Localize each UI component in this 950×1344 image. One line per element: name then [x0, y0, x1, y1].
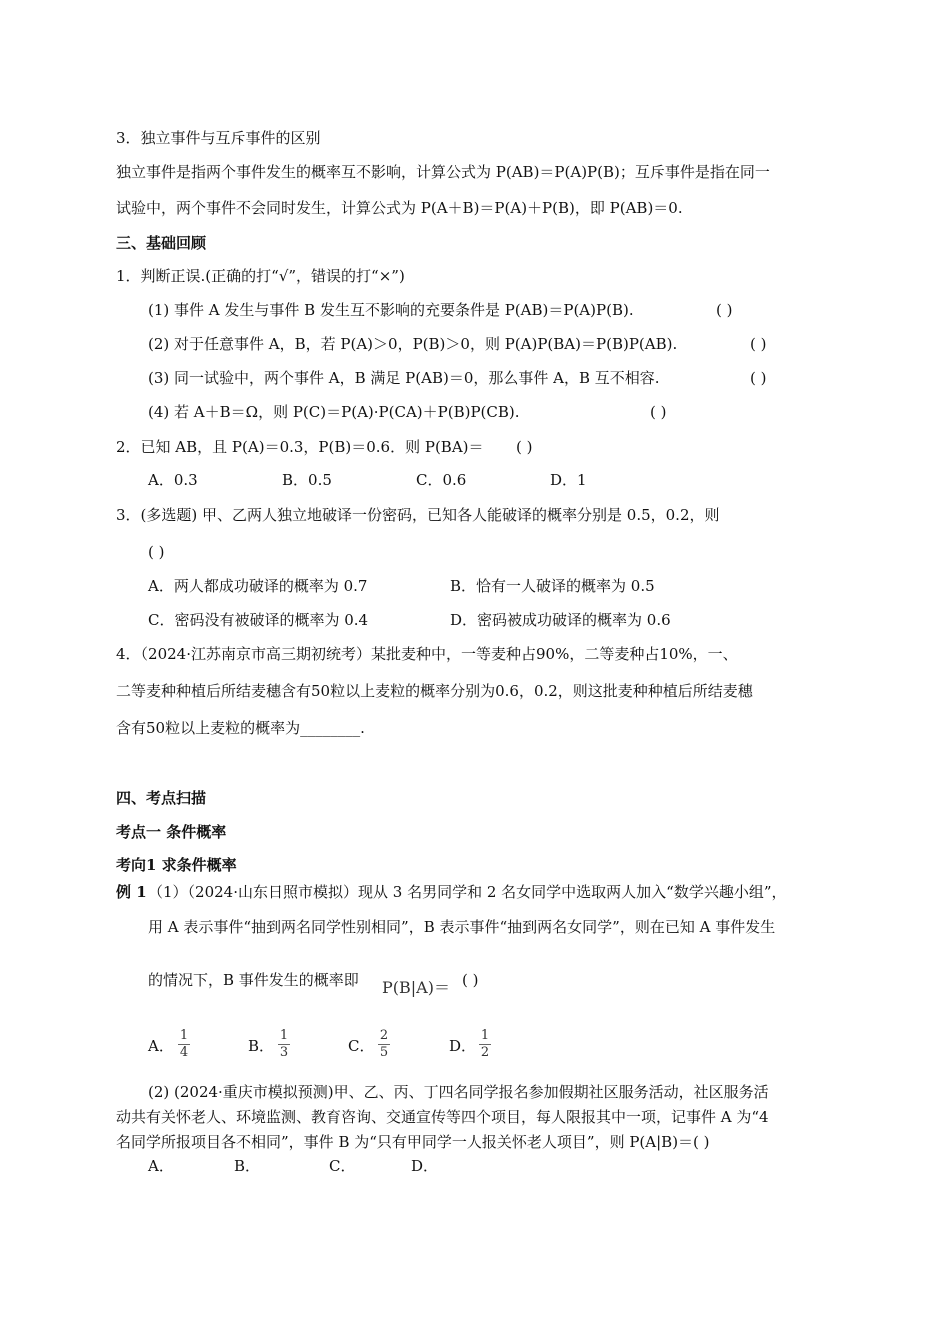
example-1-part2-option-a: A． [148, 1157, 174, 1175]
question-1-item-1-bracket: ( ) [716, 301, 733, 319]
question-4-line3: 含有50粒以上麦粒的概率为________. [116, 719, 365, 737]
example-1-option-b-label: B． [248, 1037, 275, 1055]
question-2-option-b: B．0.5 [282, 471, 332, 489]
example-1-part2-option-c: C． [329, 1157, 356, 1175]
question-3-stem: 3．(多选题) 甲、乙两人独立地破译一份密码，已知各人能破译的概率分别是 0.5，0.2，则 [116, 506, 720, 524]
question-2-bracket: ( ) [516, 438, 533, 456]
example-1-line2: 用 A 表示事件“抽到两名同学性别相同”，B 表示事件“抽到两名女同学”，则在已知 A 事件发生 [148, 918, 776, 936]
question-1-item-3: (3) 同一试验中，两个事件 A，B 满足 P(AB)＝0，那么事件 A，B 互不相容. [148, 369, 660, 387]
question-1-item-3-bracket: ( ) [750, 369, 767, 387]
direction-1-heading: 考向1 求条件概率 [116, 856, 237, 874]
question-1-item-1: (1) 事件 A 发生与事件 B 发生互不影响的充要条件是 P(AB)＝P(A)P(B). [148, 301, 634, 319]
question-1-item-2-bracket: ( ) [750, 335, 767, 353]
example-1-option-d-label: D． [449, 1037, 477, 1055]
review-heading: 三、基础回顾 [116, 234, 207, 252]
scan-heading: 四、考点扫描 [116, 789, 207, 807]
question-3-bracket: ( ) [148, 543, 165, 561]
question-2-option-c: C．0.6 [416, 471, 467, 489]
example-1-option-a-label: A． [148, 1037, 174, 1055]
section-3-paragraph-line2: 试验中，两个事件不会同时发生，计算公式为 P(A＋B)＝P(A)＋P(B)，即 P(AB)＝0. [116, 199, 683, 217]
example-1-formula: P(B|A)＝ [382, 978, 450, 997]
example-1-option-d-fraction: 1 2 [480, 1028, 490, 1060]
question-2-option-a: A．0.3 [148, 471, 198, 489]
question-1-item-2: (2) 对于任意事件 A，B，若 P(A)＞0，P(B)＞0，则 P(A)P(BA)＝P(B)P(AB). [148, 335, 678, 353]
question-3-option-d: D．密码被成功破译的概率为 0.6 [450, 611, 671, 629]
question-2-option-d: D．1 [550, 471, 587, 489]
example-1-part2-line2: 动共有关怀老人、环境监测、教育咨询、交通宣传等四个项目，每人限报其中一项，记事件 A 为“4 [116, 1108, 769, 1126]
section-3-paragraph-line1: 独立事件是指两个事件发生的概率互不影响，计算公式为 P(AB)＝P(A)P(B)；互斥事件是指在同一 [116, 163, 770, 181]
section-3-title: 3．独立事件与互斥事件的区别 [116, 129, 321, 147]
example-1-option-b-fraction: 1 3 [279, 1028, 289, 1060]
example-1-bracket: ( ) [462, 971, 479, 989]
example-1-label: 例 1 [116, 883, 147, 901]
question-4-line2: 二等麦种种植后所结麦穗含有50粒以上麦粒的概率分别为0.6，0.2，则这批麦种种植后所结麦穗 [116, 682, 753, 700]
example-1-line3: 的情况下，B 事件发生的概率即 [148, 971, 359, 989]
example-1-option-c-label: C． [348, 1037, 375, 1055]
question-1-item-4: (4) 若 A＋B＝Ω，则 P(C)＝P(A)·P(CA)＋P(B)P(CB). [148, 403, 520, 421]
question-4-line1: 4．（2024·江苏南京市高三期初统考）某批麦种中，一等麦种占90%，二等麦种占10%，一、 [116, 645, 738, 663]
example-1-line1: （1）（2024·山东日照市模拟）现从 3 名男同学和 2 名女同学中选取两人加入“数学兴趣小组”， [148, 883, 787, 901]
question-3-option-b: B．恰有一人破译的概率为 0.5 [450, 577, 655, 595]
example-1-option-a-fraction: 1 4 [179, 1028, 189, 1060]
example-1-part2-option-b: B． [234, 1157, 261, 1175]
example-1-part2-line1: (2) (2024·重庆市模拟预测)甲、乙、丙、丁四名同学报名参加假期社区服务活动，社区服务活 [148, 1083, 769, 1101]
question-1-stem: 1．判断正误.(正确的打“√”，错误的打“×”) [116, 267, 405, 285]
example-1-option-c-fraction: 2 5 [379, 1028, 389, 1060]
example-1-part2-line3: 名同学所报项目各不相同”，事件 B 为“只有甲同学一人报关怀老人项目”，则 P(A|B)＝( ) [116, 1133, 710, 1151]
example-1-part2-option-d: D． [411, 1157, 439, 1175]
question-2-stem: 2．已知 AB，且 P(A)＝0.3，P(B)＝0.6．则 P(BA)＝ [116, 438, 484, 456]
question-3-option-a: A．两人都成功破译的概率为 0.7 [148, 577, 368, 595]
question-3-option-c: C．密码没有被破译的概率为 0.4 [148, 611, 369, 629]
point-1-heading: 考点一 条件概率 [116, 823, 227, 841]
question-1-item-4-bracket: ( ) [650, 403, 667, 421]
